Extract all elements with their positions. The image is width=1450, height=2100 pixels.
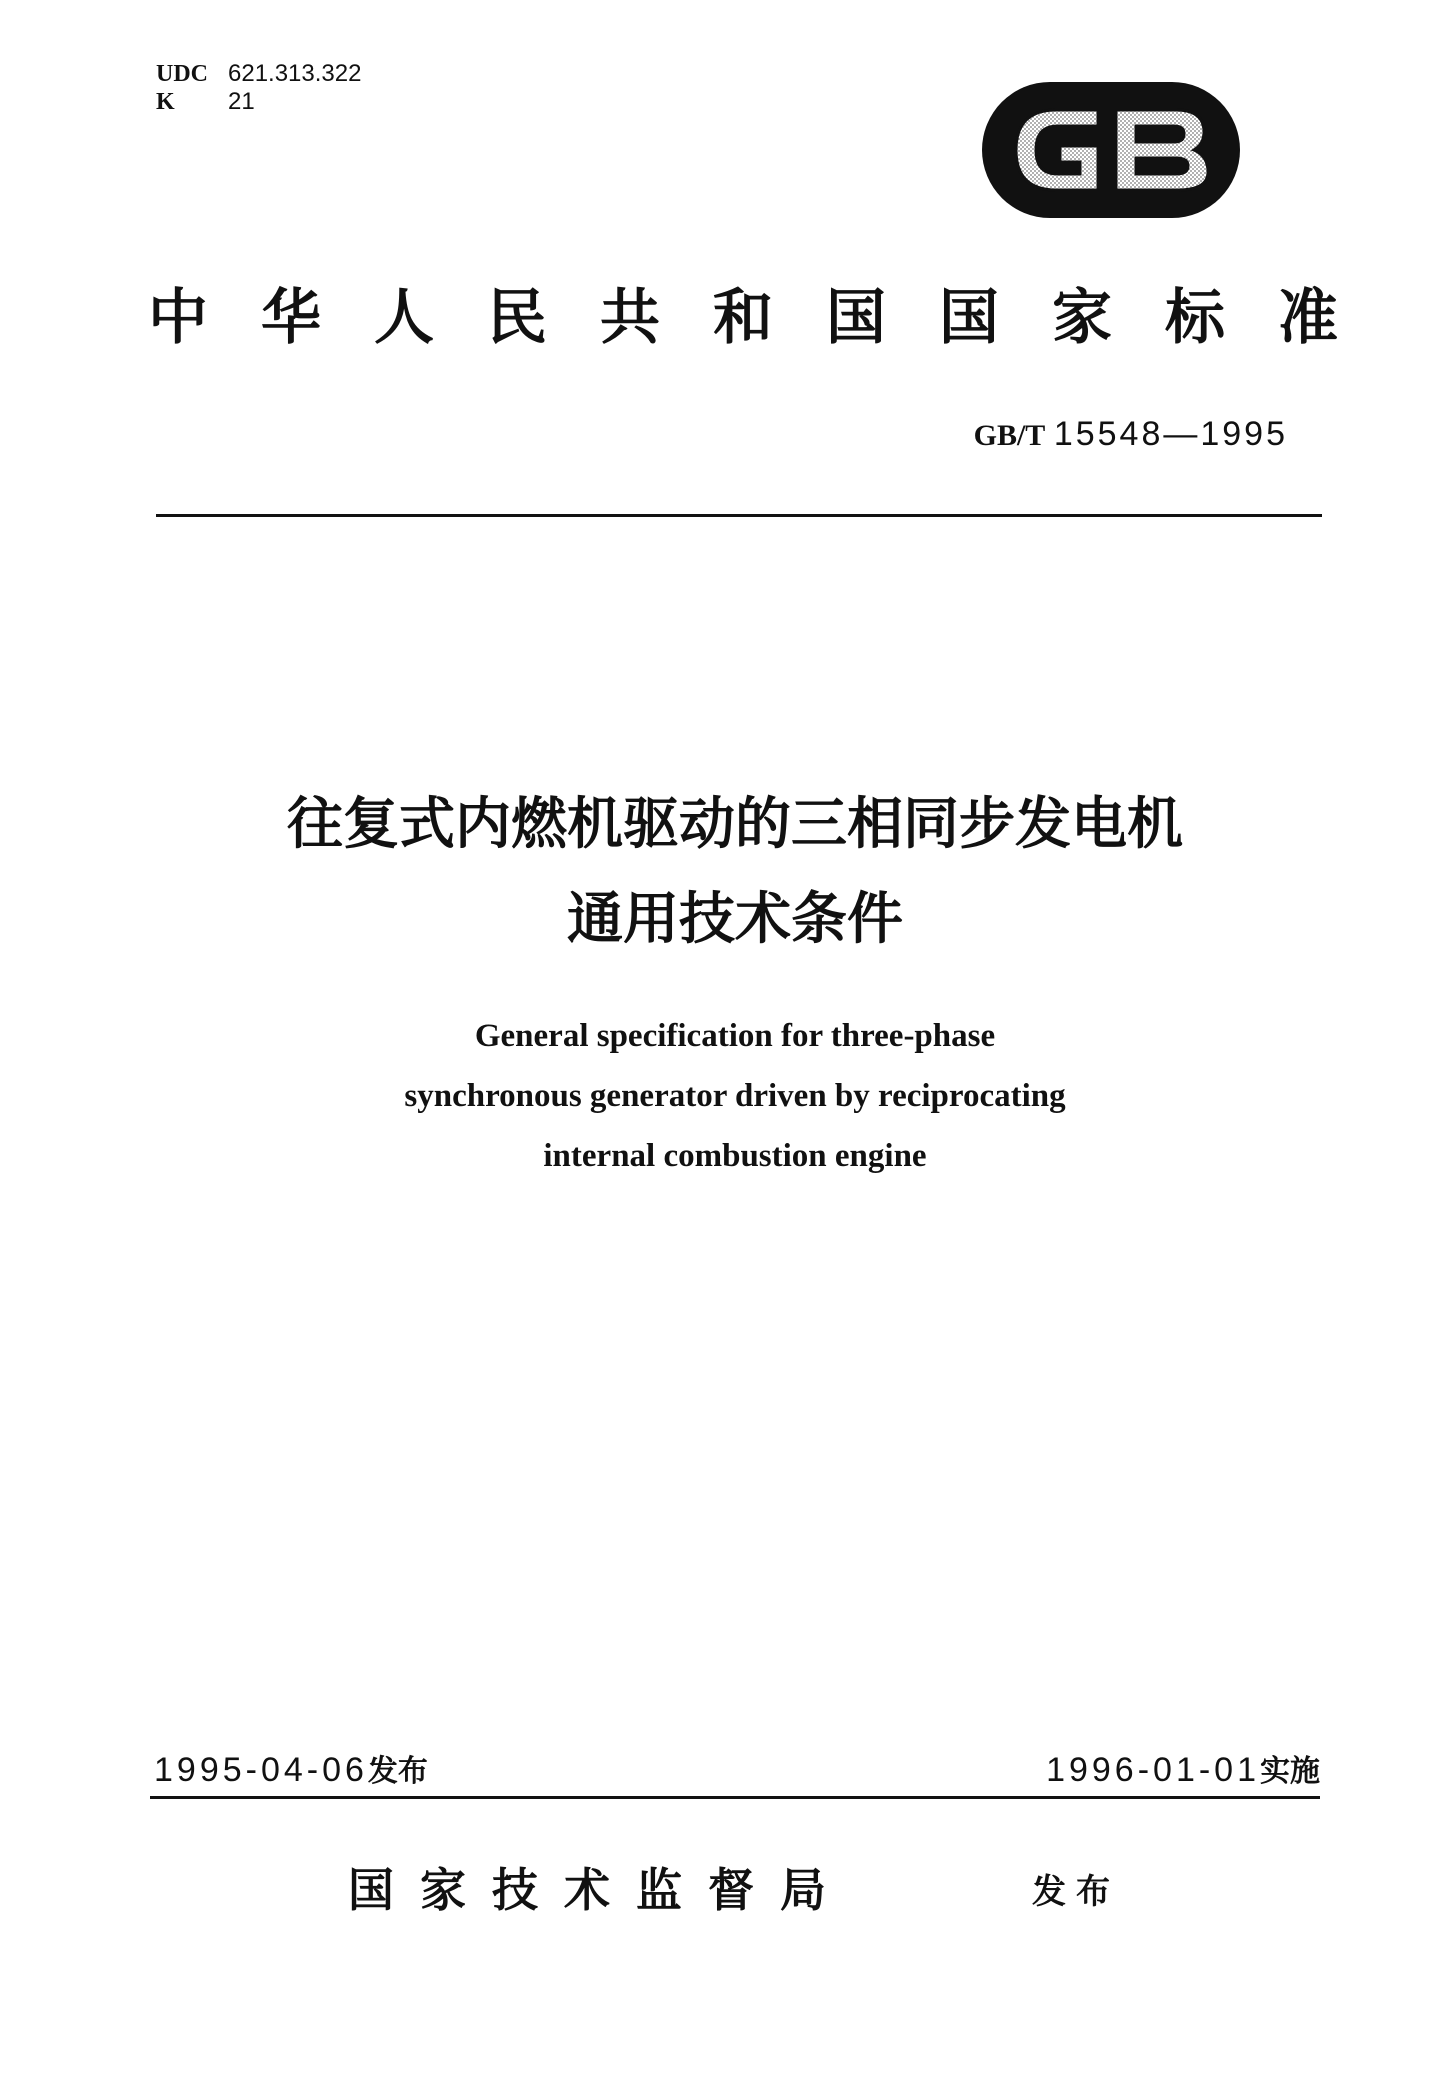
publisher-action: 发布 xyxy=(1032,1872,1120,1912)
k-value: 21 xyxy=(228,88,255,115)
effective-date xyxy=(1046,1750,1320,1792)
k-label: K xyxy=(156,89,175,115)
udc-value: 621.313.322 xyxy=(228,60,362,87)
effective-date-value: 1996-01-01 xyxy=(1046,1751,1260,1789)
effective-date-label: 实施 xyxy=(1260,1754,1320,1789)
udc-row xyxy=(156,60,361,88)
chinese-title-line-1: 往复式内燃机驱动的三相同步发电机 xyxy=(287,792,1183,857)
k-row xyxy=(156,88,361,116)
standard-number xyxy=(974,414,1288,456)
top-divider xyxy=(156,514,1322,517)
chinese-title-line-2: 通用技术条件 xyxy=(567,887,903,952)
classification-codes xyxy=(156,60,361,116)
english-title-line-3: internal combustion engine xyxy=(543,1138,927,1174)
bottom-divider xyxy=(150,1796,1320,1799)
national-standard-heading: 中华人民共和国国家标准 xyxy=(148,283,1338,353)
udc-label: UDC xyxy=(156,61,208,87)
gb-standard-logo xyxy=(980,80,1242,220)
issue-date xyxy=(154,1750,428,1792)
publisher-name: 国家技术监督局 xyxy=(348,1863,852,1917)
standard-number-value: 15548—1995 xyxy=(1053,415,1288,453)
standard-number-prefix: GB/T xyxy=(973,419,1046,452)
english-title-line-2: synchronous generator driven by reciprocating xyxy=(404,1078,1066,1114)
issue-date-value: 1995-04-06 xyxy=(154,1751,368,1789)
english-title-line-1: General specification for three-phase xyxy=(474,1018,996,1054)
issue-date-label: 发布 xyxy=(367,1754,428,1789)
